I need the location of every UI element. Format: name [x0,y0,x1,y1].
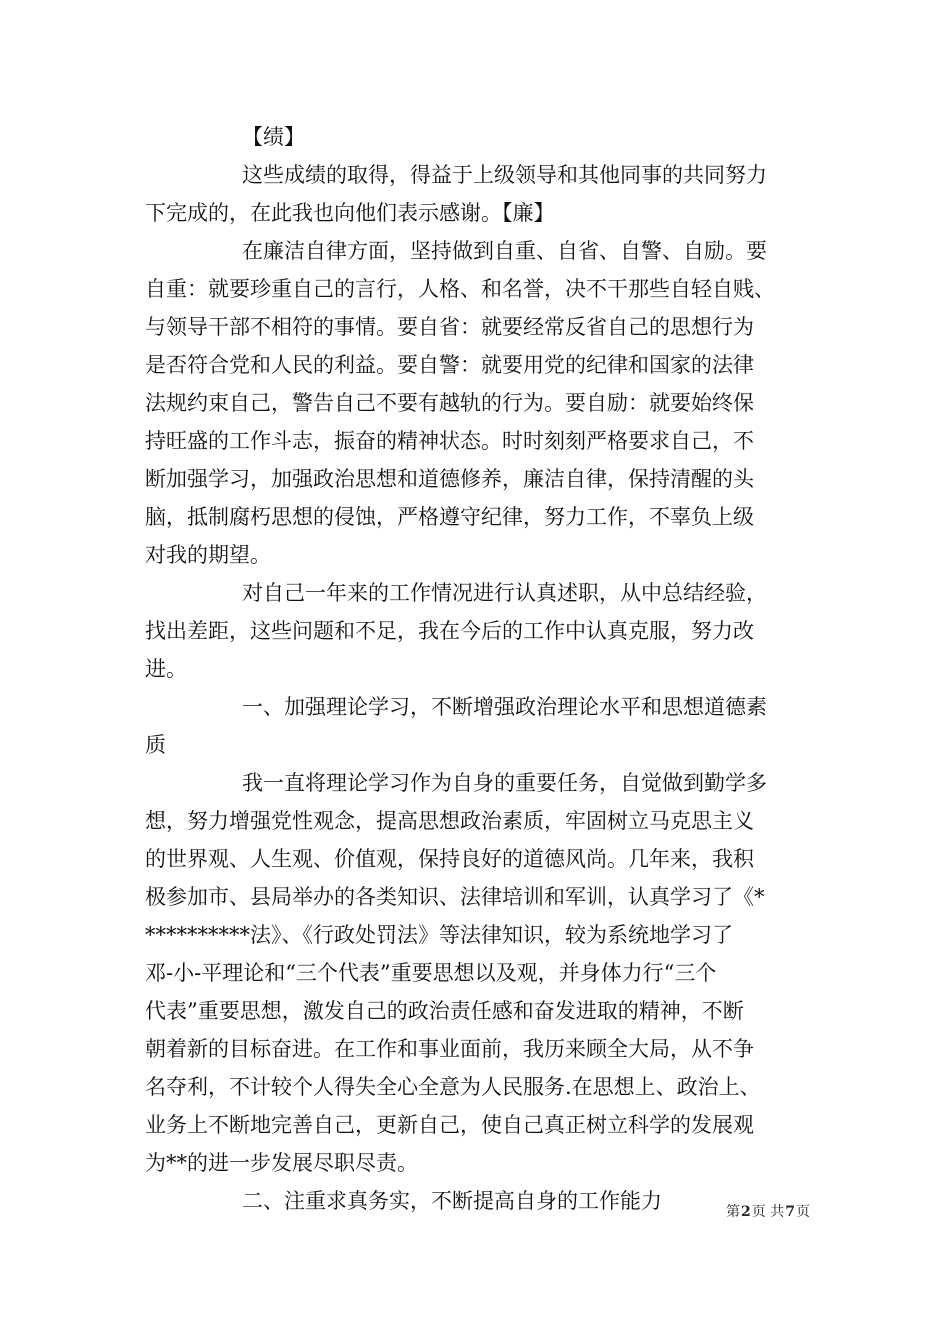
footer-middle: 页 共 [751,1204,785,1220]
paragraph-line: 为**的进一步发展尽职尽责。 [145,1151,418,1175]
current-page-number: 2 [741,1204,751,1220]
paragraph-line: 持旺盛的工作斗志，振奋的精神状态。时时刻刻严格要求自己，不 [145,429,754,453]
paragraph-line: 极参加市、县局举办的各类知识、法律培训和军训，认真学习了《* [145,885,765,909]
paragraph-line: 找出差距，这些问题和不足，我在今后的工作中认真克服，努力改 [145,619,754,643]
footer-suffix: 页 [796,1204,810,1220]
paragraph-line: 这些成绩的取得，得益于上级领导和其他同事的共同努力 [242,163,767,187]
paragraph-line: 朝着新的目标奋进。在工作和事业面前，我历来顾全大局，从不争 [145,1037,754,1061]
paragraph-line: 我一直将理论学习作为自身的重要任务，自觉做到勤学多 [242,771,767,795]
section-heading-1: 一、加强理论学习，不断增强政治理论水平和思想道德素 [242,695,767,719]
paragraph-line: 的世界观、人生观、价值观，保持良好的道德风尚。几年来，我积 [145,847,754,871]
paragraph-line: 代表”重要思想，激发自己的政治责任感和奋发进取的精神，不断 [145,999,744,1023]
paragraph-line: 断加强学习，加强政治思想和道德修养，廉洁自律，保持清醒的头 [145,467,754,491]
paragraph-line: 邓-小-平理论和“三个代表”重要思想以及观，并身体力行“三个 [145,961,717,985]
heading-ji: 【绩】 [242,125,305,149]
paragraph-line: 与领导干部不相符的事情。要自省：就要经常反省自己的思想行为 [145,315,754,339]
paragraph-line: 进。 [145,657,187,681]
paragraph-line: 下完成的，在此我也向他们表示感谢。【廉】 [145,201,555,225]
paragraph-line: 在廉洁自律方面，坚持做到自重、自省、自警、自励。要 [242,239,767,263]
paragraph-line: 是否符合党和人民的利益。要自警：就要用党的纪律和国家的法律 [145,353,754,377]
section-heading-1-cont: 质 [145,733,166,757]
paragraph-line: **********法》、《行政处罚法》等法律知识，较为系统地学习了 [145,923,733,947]
document-body [145,118,835,1220]
paragraph-line: 对我的期望。 [145,543,271,567]
paragraph-line: 业务上不断地完善自己，更新自己，使自己真正树立科学的发展观 [145,1113,754,1137]
paragraph-line: 想，努力增强党性观念，提高思想政治素质，牢固树立马克思主义 [145,809,754,833]
total-page-number: 7 [785,1204,795,1220]
paragraph-line: 自重：就要珍重自己的言行，人格、和名誉，决不干那些自轻自贱、 [145,277,775,301]
paragraph-line: 对自己一年来的工作情况进行认真述职，从中总结经验， [242,581,767,605]
footer-prefix: 第 [726,1204,741,1220]
page-footer [600,1202,810,1222]
paragraph-line: 脑，抵制腐朽思想的侵蚀，严格遵守纪律，努力工作，不辜负上级 [145,505,754,529]
paragraph-line: 法规约束自己，警告自己不要有越轨的行为。要自励：就要始终保 [145,391,754,415]
paragraph-line: 名夺利，不计较个人得失全心全意为人民服务.在思想上、政治上、 [145,1075,761,1099]
section-heading-2: 二、注重求真务实，不断提高自身的工作能力 [242,1189,662,1213]
